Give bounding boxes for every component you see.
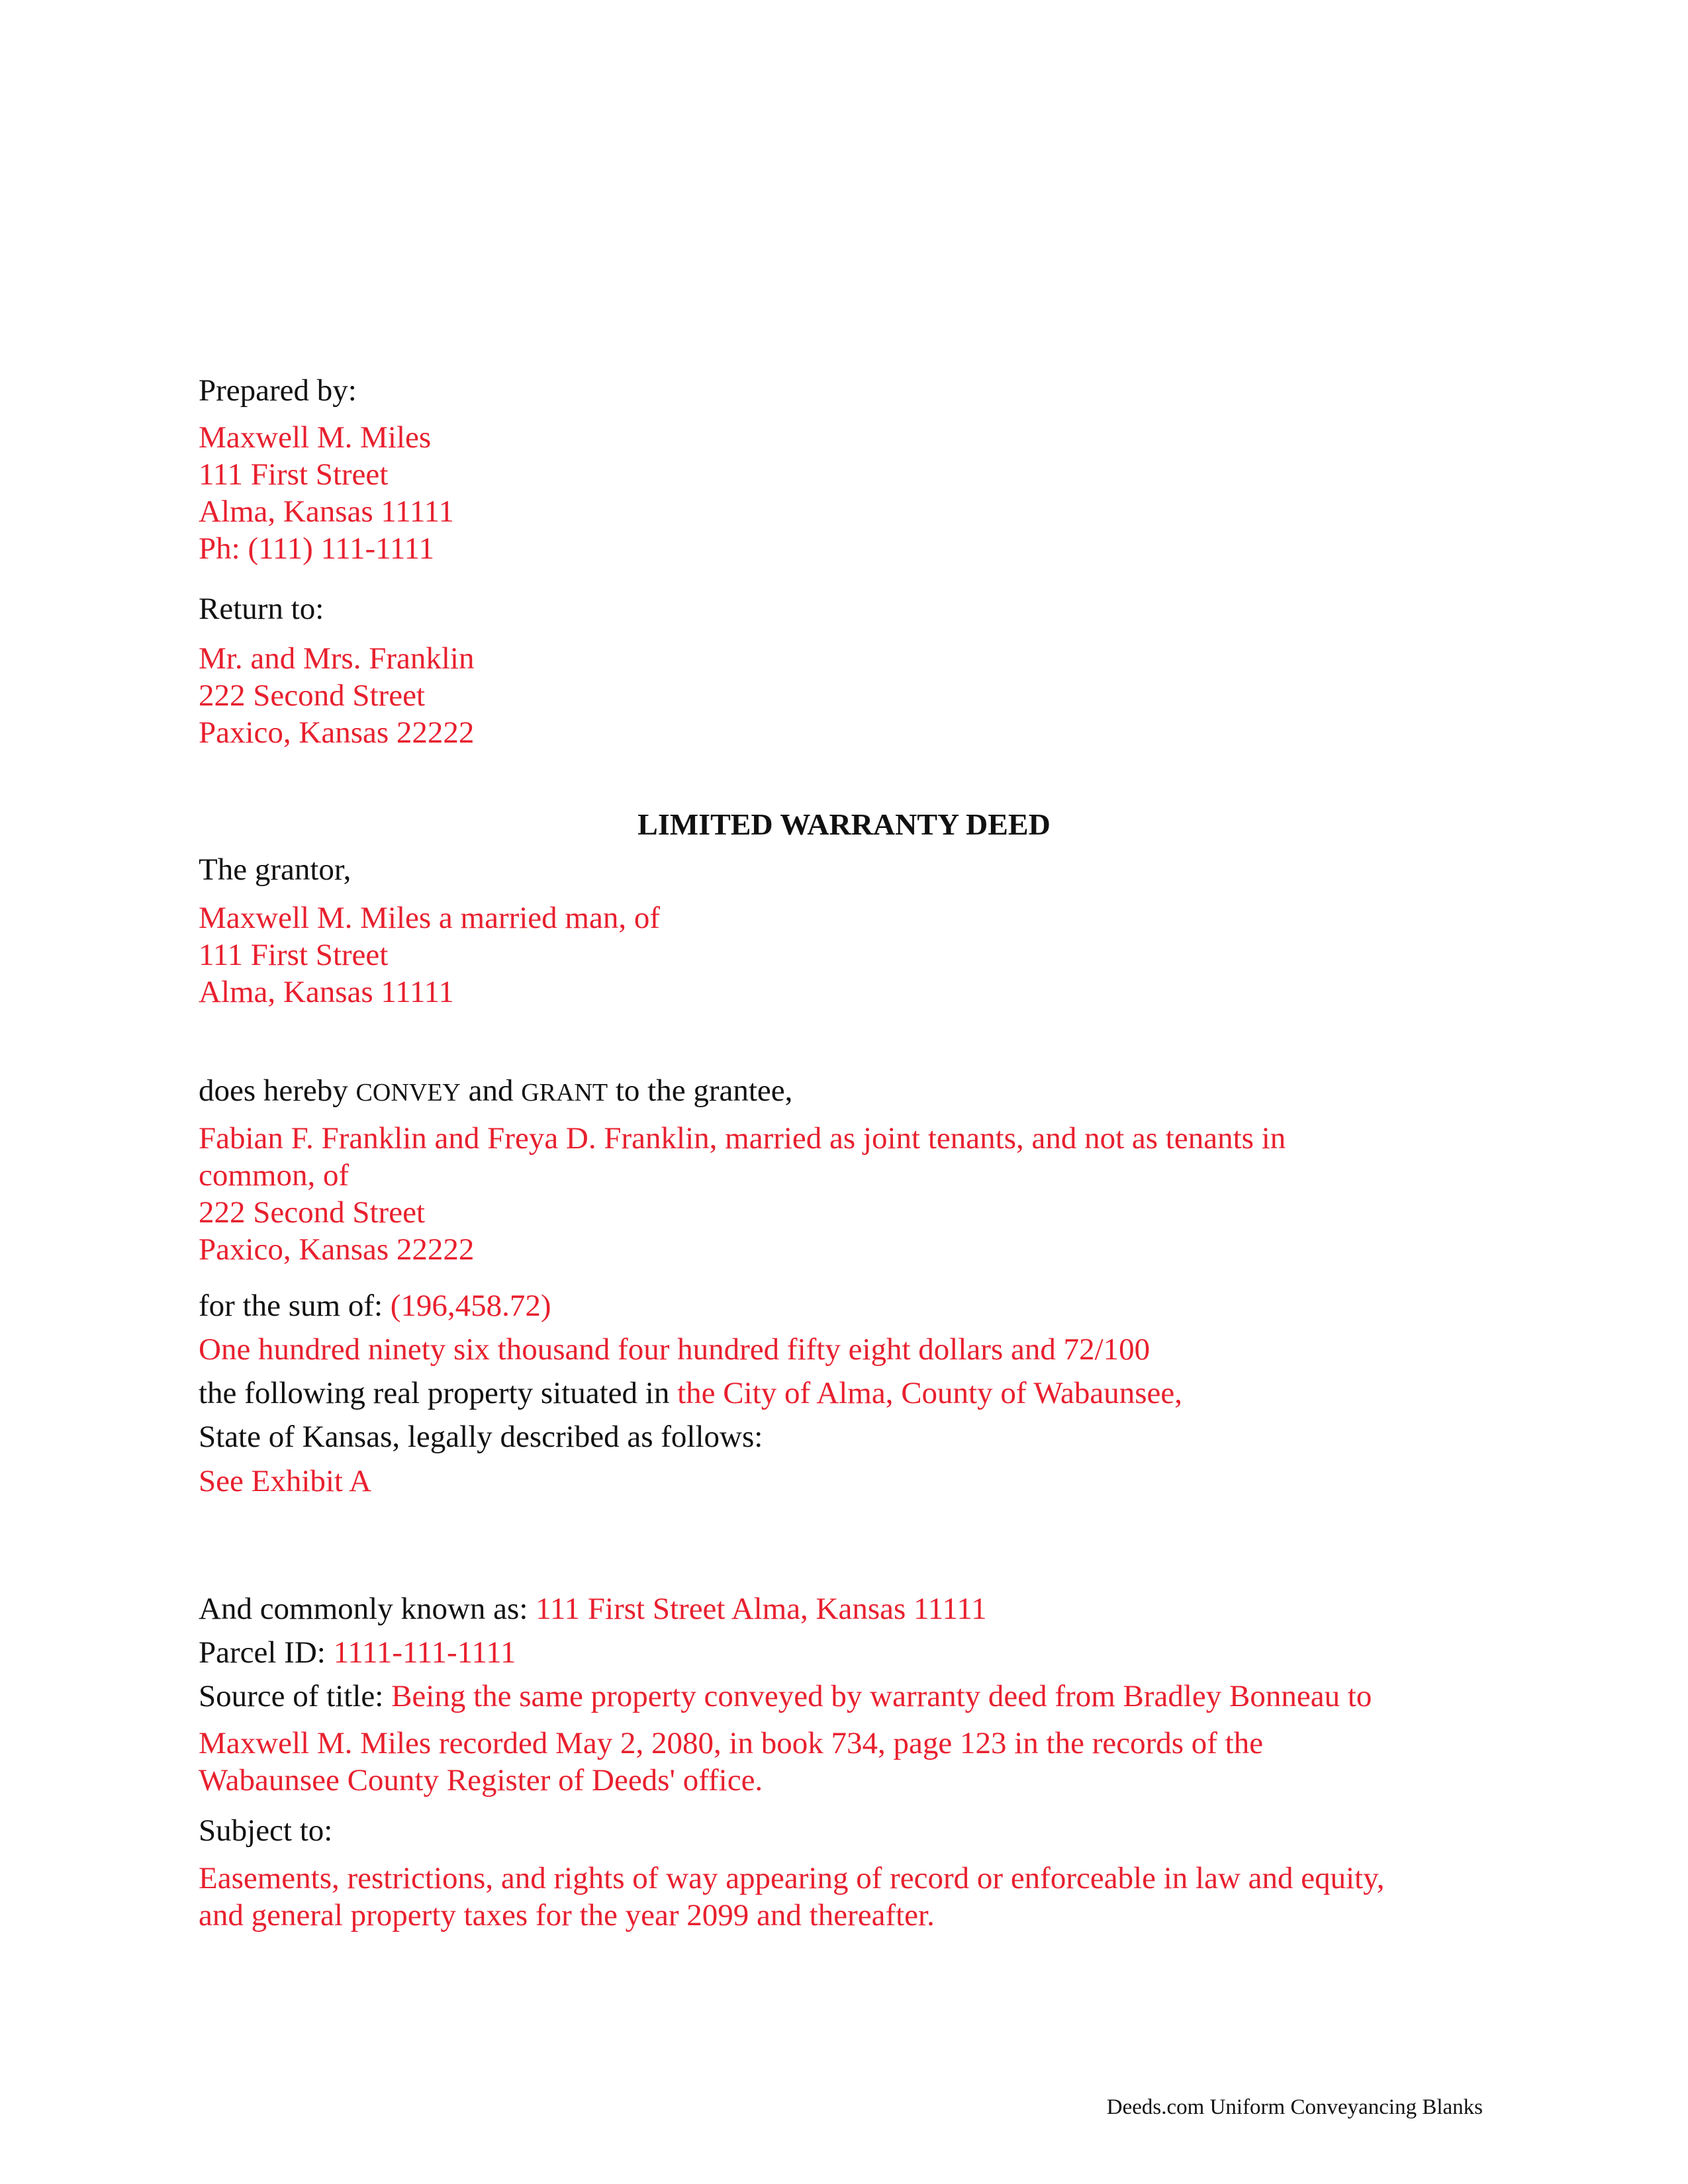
prepared-by-phone: Ph: (111) 111-1111: [199, 531, 434, 566]
grant-word: GRANT: [521, 1079, 608, 1107]
grantor-label: The grantor,: [199, 852, 352, 887]
source-line: Source of title: Being the same property conveyed by warranty deed from Bradley Bonneau to: [199, 1679, 1372, 1713]
known-as-line: And commonly known as: 111 First Street Alma, Kansas 11111: [199, 1592, 987, 1626]
return-to-block: [199, 640, 474, 751]
return-to-street: 222 Second Street: [199, 678, 425, 713]
subject-to-label: Subject to:: [199, 1813, 333, 1848]
consideration-block: [199, 1284, 1182, 1459]
property-state-line: State of Kansas, legally described as follows:: [199, 1420, 763, 1454]
source-value: Being the same property conveyed by warranty deed from Bradley Bonneau to: [391, 1679, 1372, 1713]
grantee-city: Paxico, Kansas 22222: [199, 1232, 475, 1267]
prepared-by-label: Prepared by:: [199, 373, 357, 408]
known-as-value: 111 First Street Alma, Kansas 11111: [536, 1592, 987, 1626]
prepared-by-name: Maxwell M. Miles: [199, 420, 432, 455]
property-line: the following real property situated in the City of Alma, County of Wabaunsee,: [199, 1376, 1182, 1410]
prepared-by-city: Alma, Kansas 11111: [199, 494, 454, 529]
grantee-street: 222 Second Street: [199, 1195, 425, 1230]
conveyance-clause: does hereby CONVEY and GRANT to the grantee,: [199, 1073, 793, 1108]
sum-words: One hundred ninety six thousand four hundred fifty eight dollars and 72/100: [199, 1332, 1150, 1367]
return-to-city: Paxico, Kansas 22222: [199, 715, 475, 750]
parcel-line: Parcel ID: 1111-111-1111: [199, 1635, 516, 1670]
deed-title: LIMITED WARRANTY DEED: [637, 807, 1051, 841]
property-details: [199, 1587, 1372, 1718]
subject-to-block: Easements, restrictions, and rights of way appearing of record or enforceable in law and equity, and general property taxes for the year 2099 and thereafter.: [199, 1861, 1385, 1933]
return-to-label: Return to:: [199, 592, 324, 626]
source-continued: Maxwell M. Miles recorded May 2, 2080, in book 734, page 123 in the records of the Wabaunsee County Register of Deeds' office.: [199, 1726, 1264, 1797]
grantor-street: 111 First Street: [199, 938, 389, 972]
return-to-name: Mr. and Mrs. Franklin: [199, 641, 475, 676]
sum-amount: (196,458.72): [390, 1289, 551, 1323]
convey-word: CONVEY: [355, 1079, 461, 1107]
grantor-block: [199, 899, 660, 1011]
legal-description: See Exhibit A: [199, 1464, 372, 1498]
footer-credit: Deeds.com Uniform Conveyancing Blanks: [1106, 2095, 1483, 2119]
grantee-names-cont: common, of: [199, 1158, 350, 1193]
prepared-by-street: 111 First Street: [199, 457, 389, 492]
parcel-value: 1111-111-1111: [333, 1635, 516, 1670]
grantee-names: Fabian F. Franklin and Freya D. Franklin, married as joint tenants, and not as tenants in: [199, 1121, 1286, 1156]
grantee-block: [199, 1120, 1286, 1268]
sum-line: for the sum of: (196,458.72): [199, 1289, 551, 1323]
prepared-by-block: [199, 419, 454, 567]
grantor-city: Alma, Kansas 11111: [199, 975, 454, 1009]
property-location: the City of Alma, County of Wabaunsee,: [677, 1376, 1182, 1410]
grantor-name: Maxwell M. Miles a married man, of: [199, 901, 660, 935]
